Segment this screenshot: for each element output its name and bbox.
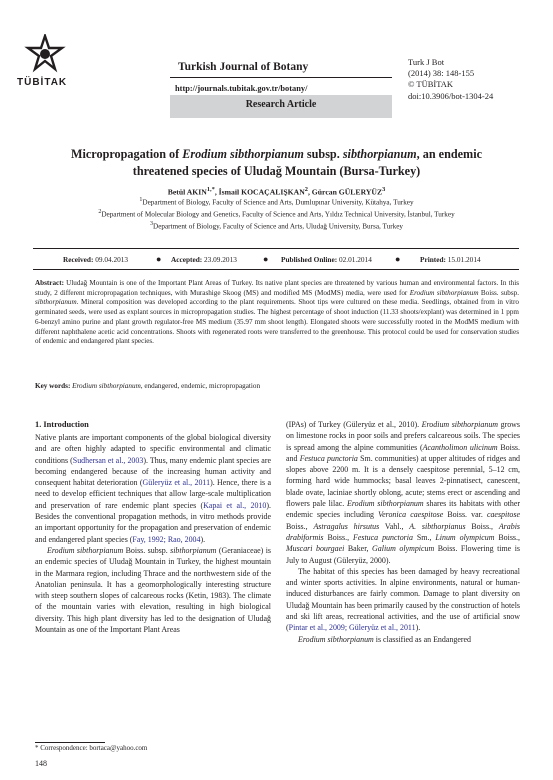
article-title [40, 146, 513, 180]
body-text: Boiss., [494, 532, 520, 542]
species-name: caespitose [486, 510, 521, 520]
date-label: Accepted: [171, 255, 203, 264]
author-affil-marker: 1, [206, 186, 212, 193]
paragraph [286, 566, 520, 634]
journal-ref-line: (2014) 38: 148-155 [408, 68, 475, 79]
body-text: ). [200, 534, 206, 544]
body-text: ). Thus, many endemic plant species are becoming endangered because of the increasing human activity and consequent habitat deterioration ( [35, 455, 272, 488]
affiliation-text: Department of Molecular Biology and Genetics, Faculty of Science and Arts, Yıldız Technical University, İstanbul, Turkey [101, 210, 455, 219]
journal-ref-line: Turk J Bot [408, 57, 445, 67]
abstract-species: Erodium sibthorpianum [409, 288, 479, 297]
bullet-icon: ● [395, 254, 401, 264]
bullet-icon: ● [263, 254, 269, 264]
date-value: 23.09.2013 [204, 255, 237, 264]
affiliation-marker: 1 [139, 197, 143, 203]
species-name: Galium olympicum [372, 544, 435, 554]
logo-wordmark: TÜBİTAK [17, 77, 68, 88]
body-text: ). Hence, there is a need to develop efficient techniques that allow large-scale multiplication and preservation of rare endemic plant species ( [35, 478, 271, 510]
body-text: Boiss., [323, 532, 353, 542]
body-text: Boiss. Flowering time is July to August (Güleryüz, 2000). [286, 544, 520, 565]
body-text: (Geraniaceae) is an endemic species of Uludağ Mountain in Turkey, the highest mountain in the Marmara region, including Thrace and the northwestern side of the Anatolian peninsula. It has a geomorphologically interesting structure with steep southern slopes of calcareous rocks (Ketin, 1983). The climate of the mountain varies with elevation, resulting in high biological diversity. This high plant diversity has led to the designation of Uludağ Mountain as one of the Important Plant Areas [35, 545, 272, 635]
species-name: Erodium sibthorpianum [47, 545, 124, 555]
title-text: subsp. [303, 147, 343, 161]
bullet-icon: ● [156, 254, 162, 264]
author-name: İsmail KOCAÇALIŞKAN [218, 187, 305, 197]
affiliation-text: Department of Biology, Faculty of Science and Arts, Uludağ University, Bursa, Turkey [153, 222, 403, 231]
paragraph [286, 634, 520, 645]
author-affil-marker: 3 [382, 186, 386, 193]
affiliation [20, 209, 533, 218]
doi-link[interactable]: doi:10.3906/bot-1304-24 [408, 90, 494, 101]
species-name: Acantholimon ulicinum [422, 442, 498, 452]
date-value: 15.01.2014 [447, 255, 481, 264]
dates-top-rule [33, 248, 519, 249]
body-text: Vahl., [379, 521, 410, 531]
keyword-species: Erodium sibthorpianum [72, 382, 141, 390]
title-species: Erodium sibthorpianum [182, 147, 304, 161]
body-column-left [35, 432, 271, 635]
body-text: The habitat of this species has been damaged by heavy recreational and winter sports activities. In alpine environments, natural or human-induced disturbances are fairly common. Damage to plant diversity on Uludağ Mountain has been primarily caused by the construction of hotels and ski lift areas, recreational activities, and the use of artificial snow ( [286, 566, 520, 633]
species-name: Festuca punctoria [353, 532, 413, 542]
species-name: Erodium sibthorpianum [421, 420, 499, 429]
body-text: Boiss. var. [443, 510, 487, 520]
body-text: Native plants are important components of the global biological diversity and are often highly adapted to specific environmental and climatic conditions ( [35, 433, 271, 465]
body-text: Baker, [344, 544, 373, 554]
author-name: Gürcan GÜLERYÜZ [311, 187, 383, 197]
date-label: Published Online: [281, 255, 338, 264]
journal-title: Turkish Journal of Botany [178, 61, 309, 73]
body-text: Sm., [412, 532, 436, 542]
accepted-date [171, 255, 237, 264]
body-text: is classified as an Endangered [373, 634, 471, 644]
page-number: 148 [35, 759, 47, 768]
correspondence-footnote: * Correspondence: bortaca@yahoo.com [35, 744, 148, 752]
body-text: Sm. communities) at upper altitudes of ridges and slopes above 2200 m. It is a densely caespitose perennial, 5–12 cm, forming hard wide hummocks; basal leaves 2-pinnatisect, canescent, blade ovate, laciniae shortly oblong, acute; stems erect or ascending and flowers pale lilac. [286, 453, 521, 509]
body-text: Boiss., [286, 521, 314, 531]
journal-ref-line: © TÜBİTAK [408, 79, 454, 90]
species-name: Veronica caespitose [378, 510, 444, 520]
paragraph [286, 419, 520, 566]
body-text: (IPAs) of Turkey (Güleryüz et al., 2010). [286, 420, 422, 429]
citation-link[interactable]: Sudhersan et al., 2003 [72, 455, 144, 465]
date-label: Received: [63, 255, 94, 264]
citation-link[interactable]: Pintar et al., 2009; Güleryüz et al., 2011 [288, 623, 416, 633]
journal-url-link[interactable]: http://journals.tubitak.gov.tr/botany/ [175, 84, 308, 93]
body-text: ). [415, 623, 421, 633]
title-text: Micropropagation of [70, 147, 183, 161]
body-text: shares its habitats with other endemic species including [286, 499, 521, 520]
published-online-date [281, 255, 372, 264]
body-text: Boiss. subsp. [123, 545, 171, 555]
date-label: Printed: [420, 255, 446, 264]
body-column-right [286, 419, 520, 645]
abstract-text: Boiss. subsp. [478, 288, 520, 297]
abstract-text: Uludağ Mountain is one of the Important Plant Areas of Turkey. Its native plant species are threatened by various human and environmental factors. In this study, 2 different micropropagation techniques, with Murashige Skoog (MS) and modified MS (ModMS) media, were used for [35, 279, 519, 297]
received-date [63, 255, 128, 264]
abstract-species: sibthorpianum [35, 298, 77, 307]
keywords-text: , endangered, endemic, micropropagation [140, 382, 261, 390]
title-subspecies: sibthorpianum [342, 147, 417, 161]
header-divider [170, 77, 392, 78]
date-value: 02.01.2014 [339, 255, 372, 264]
species-name: Erodium sibthorpianum [298, 634, 374, 644]
body-text: Boiss., [465, 521, 499, 531]
printed-date [420, 255, 481, 264]
paragraph [35, 545, 271, 635]
author-name: Betül AKIN [167, 187, 207, 197]
abstract-text: . Mineral composition was developed according to the plant requirements. Shoot tips were cultured on these media. Seedlings, obtained from in vitro germinated seeds, were used as explant sources in micropropagation studies. The highest percentage of shoot induction (11.33 shoots/explant) was determined in 1 ppm 6-benzyl amino purine and plant growth regulator-free MS medium (35.97 mm shoot length). Elongated shoots were successfully rooted in the ModMS medium with different naphthalene acetic acid concentrations. Shoots with regenerated roots were transferred to the greenhouse. This protocol could be used for conservation studies of endemic and endangered plant species. [35, 298, 519, 346]
species-name: Festuca punctoria [299, 453, 358, 463]
species-name: sibthorpianum [170, 545, 217, 555]
title-text: threatened species of Uludağ Mountain (Bursa-Turkey) [132, 164, 421, 178]
tubitak-logo [22, 34, 68, 74]
dates-bottom-rule [33, 269, 519, 270]
keywords [35, 382, 519, 390]
section-heading: 1. Introduction [35, 420, 89, 429]
citation-link[interactable]: Kapai et al., 2010 [203, 500, 267, 510]
affiliation-text: Department of Biology, Faculty of Science and Arts, Dumlupınar University, Kütahya, Turkey [142, 198, 414, 207]
paragraph [35, 432, 271, 545]
species-name: Muscari bourgaei [286, 544, 345, 554]
affiliation [20, 221, 533, 230]
journal-reference [408, 57, 493, 102]
species-name: A. sibthorpianus [409, 521, 466, 531]
abstract [35, 279, 519, 347]
body-text: Boiss. and [286, 442, 520, 463]
species-name: Astragalus hirsutus [313, 521, 380, 531]
citation-link[interactable]: Güleryüz et al., 2011 [142, 478, 211, 488]
species-name: Erodium sibthorpianum [347, 499, 424, 509]
affiliation-marker: 3 [150, 221, 153, 227]
date-value: 09.04.2013 [95, 255, 129, 264]
keywords-label: Key words: [35, 382, 71, 390]
article-type-label: Research Article [245, 99, 317, 110]
body-text: grows on limestone rocks in poor soils and prefers calcareous soils. The species is spread among the alpine communities ( [286, 420, 521, 452]
footnote-rule [35, 742, 105, 743]
title-text: , an endemic [416, 147, 482, 161]
species-name: Linum olympicum [435, 532, 495, 542]
abstract-label: Abstract: [35, 279, 64, 287]
affiliation [20, 197, 533, 206]
species-name: Arabis drabiformis [286, 521, 520, 542]
citation-link[interactable]: Fay, 1992; Rao, 2004 [132, 534, 201, 544]
author-affil-marker: 2 [304, 186, 308, 193]
body-text: ). Besides the conventional propagation methods, in vitro methods provide an important opportunity for the propagation and preservation of endemic and endangered plant species ( [35, 500, 271, 544]
corresponding-marker: * [211, 186, 215, 193]
affiliation-marker: 2 [98, 209, 102, 215]
author-list: Betül $AKIN^{1,*}$, İsmail KOCAÇALIŞKAN$^2$, Gürcan GÜLERYÜZ$^3$ [167, 186, 386, 197]
